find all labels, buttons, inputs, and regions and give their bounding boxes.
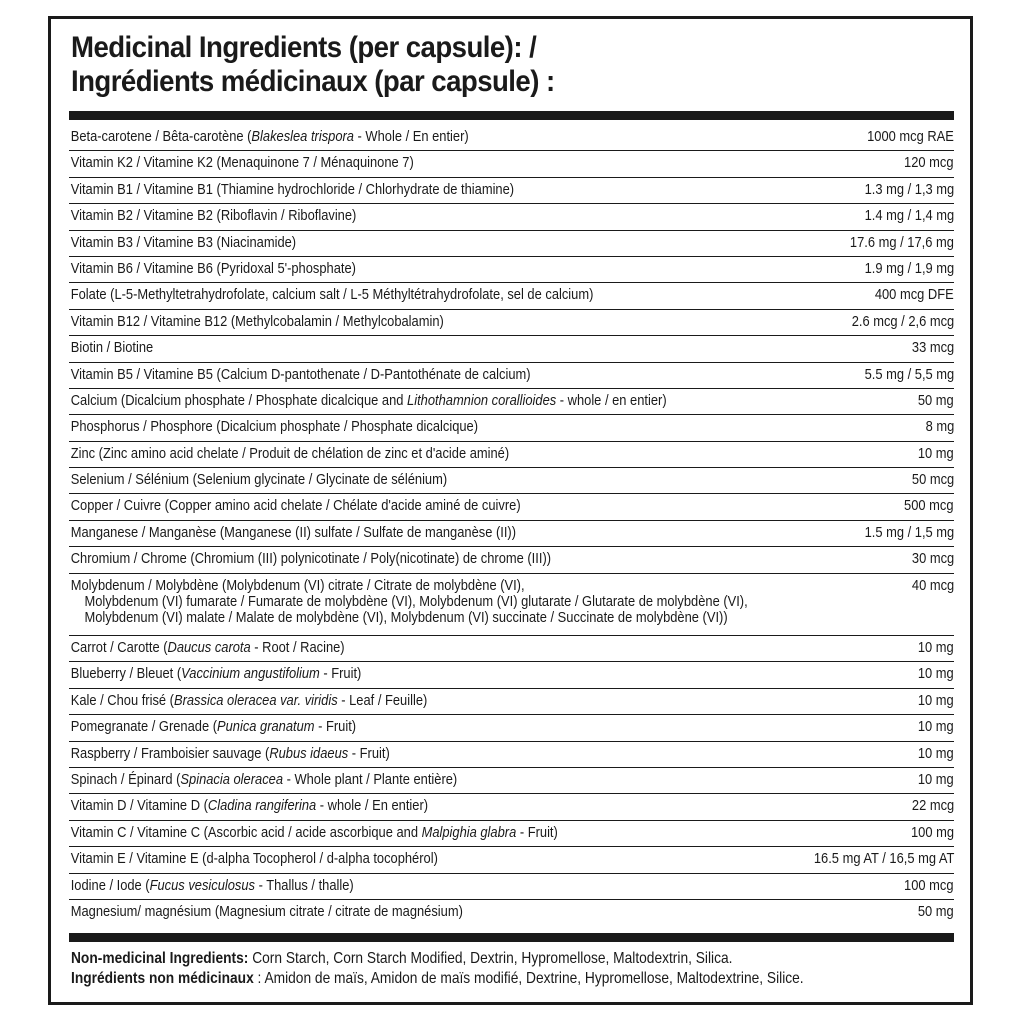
ingredient-name-part: Vitamin B12 / Vitamine B12 (Methylcobalamin / Methylcobalamin) (70, 312, 444, 330)
ingredient-table (69, 125, 954, 926)
ingredient-latin-name: Malpighia glabra (421, 823, 517, 841)
page-title (71, 31, 555, 99)
ingredient-name-part: - Fruit) (319, 665, 362, 683)
ingredient-amount: 16.5 mg AT / 16,5 mg AT (813, 850, 954, 868)
ingredient-row (69, 389, 954, 415)
ingredient-row (69, 847, 954, 873)
ingredient-row (69, 231, 954, 257)
ingredient-row (69, 821, 954, 847)
ingredient-row (69, 468, 954, 494)
ingredient-name (69, 393, 776, 409)
ingredient-row (69, 547, 954, 573)
ingredient-amount: 10 mg (918, 665, 954, 683)
ingredient-name-part: - Root / Racine) (250, 639, 345, 657)
ingredient-name (69, 746, 776, 762)
ingredient-amount: 10 mg (918, 444, 954, 462)
ingredient-name-part: - Fruit) (314, 718, 357, 736)
ingredient-name (69, 640, 776, 656)
ingredient-amount: 1.9 mg / 1,9 mg (864, 259, 954, 277)
ingredient-amount: 33 mcg (911, 339, 954, 357)
ingredient-latin-name: Vaccinium angustifolium (181, 665, 320, 683)
ingredient-name (69, 287, 776, 303)
ingredient-amount: 400 mcg DFE (875, 286, 954, 304)
ingredient-name (69, 261, 776, 277)
ingredient-row (69, 662, 954, 688)
ingredient-name-line: Molybdenum (VI) malate / Malate de molybdène (VI), Molybdenum (VI) succinate / Succinate de molybdène (VI)) (84, 608, 728, 626)
title-line-english: Medicinal Ingredients (per capsule): / (71, 31, 537, 64)
ingredient-amount: 2.6 mcg / 2,6 mcg (851, 312, 954, 330)
non-medicinal-english (71, 949, 804, 969)
ingredient-amount: 120 mcg (904, 154, 954, 172)
ingredient-name (69, 472, 776, 488)
ingredient-name-part: Magnesium/ magnésium (Magnesium citrate / citrate de magnésium) (70, 902, 463, 920)
non-medicinal-ingredients (71, 949, 804, 989)
ingredient-name-part: Vitamin E / Vitamine E (d-alpha Tocopherol / d-alpha tocophérol) (70, 850, 438, 868)
ingredient-row (69, 768, 954, 794)
ingredient-latin-name: Daucus carota (167, 639, 251, 657)
ingredient-name-part: Pomegranate / Grenade ( (70, 718, 218, 736)
ingredient-name-part: Vitamin K2 / Vitamine K2 (Menaquinone 7 / Ménaquinone 7) (70, 154, 414, 172)
ingredient-amount: 22 mcg (911, 797, 954, 815)
ingredient-name-part: - Thallus / thalle) (255, 876, 354, 894)
ingredient-name-part: Zinc (Zinc amino acid chelate / Produit de chélation de zinc et d'acide aminé) (70, 444, 510, 462)
ingredient-row (69, 794, 954, 820)
ingredient-row (69, 204, 954, 230)
ingredient-latin-name: Punica granatum (217, 718, 315, 736)
ingredient-name-part: Carrot / Carotte ( (70, 639, 168, 657)
ingredient-latin-name: Blakeslea trispora (251, 128, 354, 145)
ingredient-name-part: - whole / en entier) (556, 391, 667, 409)
bottom-divider (69, 933, 954, 942)
ingredient-name (69, 367, 776, 383)
ingredient-name (69, 904, 776, 920)
ingredient-latin-name: Rubus idaeus (269, 744, 349, 762)
ingredient-name-part: Raspberry / Framboisier sauvage ( (70, 744, 270, 762)
ingredient-amount: 10 mg (918, 744, 954, 762)
ingredient-row (69, 151, 954, 177)
ingredient-name-part: - Leaf / Feuille) (337, 691, 428, 709)
ingredient-row (69, 900, 954, 926)
ingredient-name (69, 851, 776, 867)
ingredient-amount: 1.4 mg / 1,4 mg (864, 207, 954, 225)
ingredient-name (69, 525, 776, 541)
ingredient-name (69, 578, 776, 626)
ingredient-name-part: - Fruit) (348, 744, 390, 762)
ingredient-row (69, 742, 954, 768)
ingredient-name (69, 129, 776, 145)
ingredient-name-line: Molybdenum (VI) fumarate / Fumarate de molybdène (VI), Molybdenum (VI) glutarate / Glutarate de molybdène (VI), (84, 592, 748, 610)
ingredient-latin-name: Brassica oleracea var. viridis (173, 691, 338, 709)
ingredient-row (69, 521, 954, 547)
ingredient-name-part: Copper / Cuivre (Copper amino acid chelate / Chélate d'acide aminé de cuivre) (70, 497, 521, 515)
ingredient-name-part: Blueberry / Bleuet ( (70, 665, 182, 683)
ingredient-name-part: Vitamin D / Vitamine D ( (70, 797, 208, 815)
ingredient-name-part: Selenium / Sélénium (Selenium glycinate / Glycinate de sélénium) (70, 471, 448, 489)
ingredient-name (69, 208, 776, 224)
ingredient-name-part: Vitamin B5 / Vitamine B5 (Calcium D-pantothenate / D-Pantothénate de calcium) (70, 365, 531, 383)
ingredient-amount: 1000 mcg RAE (867, 128, 954, 145)
ingredient-name-part: Beta-carotene / Bêta-carotène ( (70, 128, 252, 145)
ingredient-name (69, 772, 776, 788)
ingredient-name-part: Vitamin B6 / Vitamine B6 (Pyridoxal 5'-phosphate) (70, 259, 356, 277)
ingredient-name (69, 419, 776, 435)
ingredient-amount: 100 mcg (904, 876, 954, 894)
ingredient-amount: 10 mg (918, 770, 954, 788)
ingredient-name (69, 798, 776, 814)
ingredient-name-part: - Whole / En entier) (353, 128, 469, 145)
ingredient-row (69, 257, 954, 283)
ingredients-panel (48, 16, 973, 1005)
ingredient-name (69, 551, 776, 567)
ingredient-name (69, 314, 776, 330)
ingredient-name (69, 182, 776, 198)
ingredient-amount: 50 mg (918, 902, 954, 920)
non-medicinal-french-text: : Amidon de maïs, Amidon de maïs modifié, Dextrine, Hypromellose, Maltodextrine, Silice. (253, 970, 804, 987)
ingredient-name (69, 155, 776, 171)
ingredient-name (69, 825, 776, 841)
ingredient-name-part: Manganese / Manganèse (Manganese (II) sulfate / Sulfate de manganèse (II)) (70, 523, 517, 541)
ingredient-name-part: Kale / Chou frisé ( (70, 691, 174, 709)
ingredient-name-part: Spinach / Épinard ( (70, 770, 181, 788)
ingredient-name-line: Molybdenum / Molybdène (Molybdenum (VI) citrate / Citrate de molybdène (VI), (70, 576, 525, 594)
ingredient-name (69, 878, 776, 894)
ingredient-amount: 17.6 mg / 17,6 mg (850, 233, 954, 251)
ingredient-row (69, 363, 954, 389)
ingredient-row (69, 715, 954, 741)
ingredient-row (69, 874, 954, 900)
ingredient-row (69, 415, 954, 441)
ingredient-row (69, 442, 954, 468)
ingredient-row (69, 125, 954, 151)
ingredient-row (69, 310, 954, 336)
ingredient-row (69, 336, 954, 362)
ingredient-amount: 1.5 mg / 1,5 mg (864, 523, 954, 541)
ingredient-name-part: Biotin / Biotine (70, 339, 154, 357)
ingredient-amount: 1.3 mg / 1,3 mg (864, 180, 954, 198)
title-line-french: Ingrédients médicinaux (par capsule) : (71, 65, 555, 98)
ingredient-amount: 10 mg (918, 718, 954, 736)
non-medicinal-english-text: Corn Starch, Corn Starch Modified, Dextrin, Hypromellose, Maltodextrin, Silica. (248, 950, 733, 967)
ingredient-name-part: Vitamin B3 / Vitamine B3 (Niacinamide) (70, 233, 297, 251)
ingredient-name (69, 446, 776, 462)
ingredient-name-part: Calcium (Dicalcium phosphate / Phosphate dicalcique and (70, 391, 408, 409)
ingredient-name-part: Vitamin B2 / Vitamine B2 (Riboflavin / Riboflavine) (70, 207, 357, 225)
ingredient-name-part: Vitamin B1 / Vitamine B1 (Thiamine hydrochloride / Chlorhydrate de thiamine) (70, 180, 515, 198)
ingredient-amount: 10 mg (918, 691, 954, 709)
ingredient-name (69, 719, 776, 735)
ingredient-amount: 30 mcg (911, 550, 954, 568)
ingredient-name (69, 666, 776, 682)
ingredient-name-part: Chromium / Chrome (Chromium (III) polynicotinate / Poly(nicotinate) de chrome (III)) (70, 550, 552, 568)
ingredient-latin-name: Cladina rangiferina (207, 797, 317, 815)
ingredient-row (69, 283, 954, 309)
ingredient-row (69, 689, 954, 715)
ingredient-amount: 10 mg (918, 639, 954, 657)
non-medicinal-french-label: Ingrédients non médicinaux (71, 970, 254, 987)
ingredient-amount: 50 mcg (911, 471, 954, 489)
ingredient-amount: 8 mg (925, 418, 954, 436)
ingredient-name-part: - whole / En entier) (316, 797, 429, 815)
ingredient-latin-name: Lithothamnion corallioides (407, 391, 557, 409)
top-divider (69, 111, 954, 120)
ingredient-amount: 40 mcg (911, 576, 954, 594)
ingredient-row (69, 494, 954, 520)
ingredient-amount: 5.5 mg / 5,5 mg (864, 365, 954, 383)
ingredient-name (69, 498, 776, 514)
ingredient-name (69, 235, 776, 251)
ingredient-row (69, 574, 954, 636)
ingredient-name-part: - Whole plant / Plante entière) (282, 770, 458, 788)
ingredient-row (69, 178, 954, 204)
ingredient-name (69, 340, 776, 356)
ingredient-name-part: - Fruit) (516, 823, 558, 841)
ingredient-name (69, 693, 776, 709)
ingredient-name-part: Phosphorus / Phosphore (Dicalcium phosphate / Phosphate dicalcique) (70, 418, 479, 436)
ingredient-amount: 50 mg (918, 391, 954, 409)
ingredient-name-part: Folate (L-5-Methyltetrahydrofolate, calcium salt / L-5 Méthyltétrahydrofolate, sel de calcium) (70, 286, 594, 304)
ingredient-amount: 500 mcg (904, 497, 954, 515)
ingredient-name-part: Vitamin C / Vitamine C (Ascorbic acid / acide ascorbique and (70, 823, 422, 841)
ingredient-latin-name: Spinacia oleracea (180, 770, 283, 788)
non-medicinal-french (71, 969, 804, 989)
non-medicinal-english-label: Non-medicinal Ingredients: (71, 950, 249, 967)
ingredient-name-part: Iodine / Iode ( (70, 876, 150, 894)
ingredient-latin-name: Fucus vesiculosus (149, 876, 256, 894)
ingredient-row (69, 636, 954, 662)
ingredient-amount: 100 mg (910, 823, 954, 841)
